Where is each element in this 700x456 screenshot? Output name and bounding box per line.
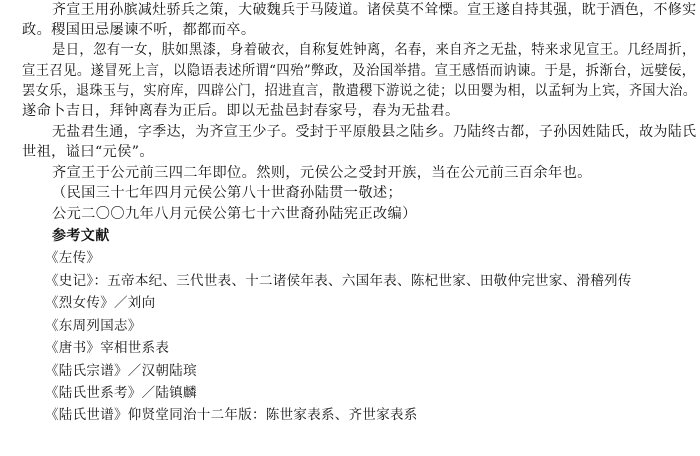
paragraph-line: 罢女乐，退珠玉与，实府库，四辟公门，招进直言，散遣稷下游说之徒；以田婴为相，以孟轲为上宾，齐国大治。: [22, 83, 697, 99]
reference-item: 《陆氏宗谱》／汉朝陆瑸: [45, 363, 197, 379]
reference-item: 《陆氏世系考》／陆镇麟: [45, 385, 197, 401]
reference-item: 《唐书》宰相世系表: [45, 340, 170, 356]
paragraph-line: 无盐君生通，字季达，为齐宣王少子。受封于平原般县之陆乡。乃陆终古都，子孙因姓陆氏，故为陆氏: [52, 124, 697, 140]
reference-item: 《东周列国志》: [45, 318, 142, 334]
paragraph-line: （民国三十七年四月元侯公第八十世裔孙陆贯一敬述；: [52, 185, 403, 201]
paragraph-line: 是日，忽有一女，肤如黑漆，身着破衣，自称复姓钟离，名春，来自齐之无盐，特来求见宣王。几经周折，: [52, 42, 696, 58]
reference-item: 《左传》: [45, 250, 101, 266]
reference-item: 《烈女传》／刘向: [45, 295, 156, 311]
paragraph-line: 宣王召见。遂冒死上言，以隐语表述所谓“四殆”弊政，及治国举措。宣王感悟而讷谏。于是，拆渐台，远嬖佞，: [22, 63, 696, 79]
paragraph-line: 政。稷国田忌屡谏不听，都都而卒。: [22, 22, 256, 38]
references-heading: 参考文献: [52, 228, 110, 244]
paragraph-line: 遂命卜吉日，拜钟离春为正后。即以无盐邑封春家号，春为无盐君。: [22, 103, 460, 119]
paragraph-line: 齐宣王于公元前三四二年即位。然则，元侯公之受封开族，当在公元前三百余年也。: [52, 165, 592, 181]
reference-item: 《陆氏世谱》仰贤堂同治十二年版：陈世家表系、齐世家表系: [45, 407, 418, 423]
paragraph-line: 世祖，谥曰“元侯”。: [22, 144, 155, 160]
paragraph-line: 齐宣王用孙膑减灶骄兵之策，大破魏兵于马陵道。诸侯莫不耸慄。宣王遂自持其强，眈于酒色，不修实: [52, 2, 697, 18]
paragraph-line: 公元二〇〇九年八月元侯公第七十六世裔孙陆宪正改编）: [52, 206, 417, 222]
reference-item: 《史记》：五帝本纪、三代世表、十二诸侯年表、六国年表、陈杞世家、田敬仲完世家、滑稽列传: [45, 273, 632, 289]
